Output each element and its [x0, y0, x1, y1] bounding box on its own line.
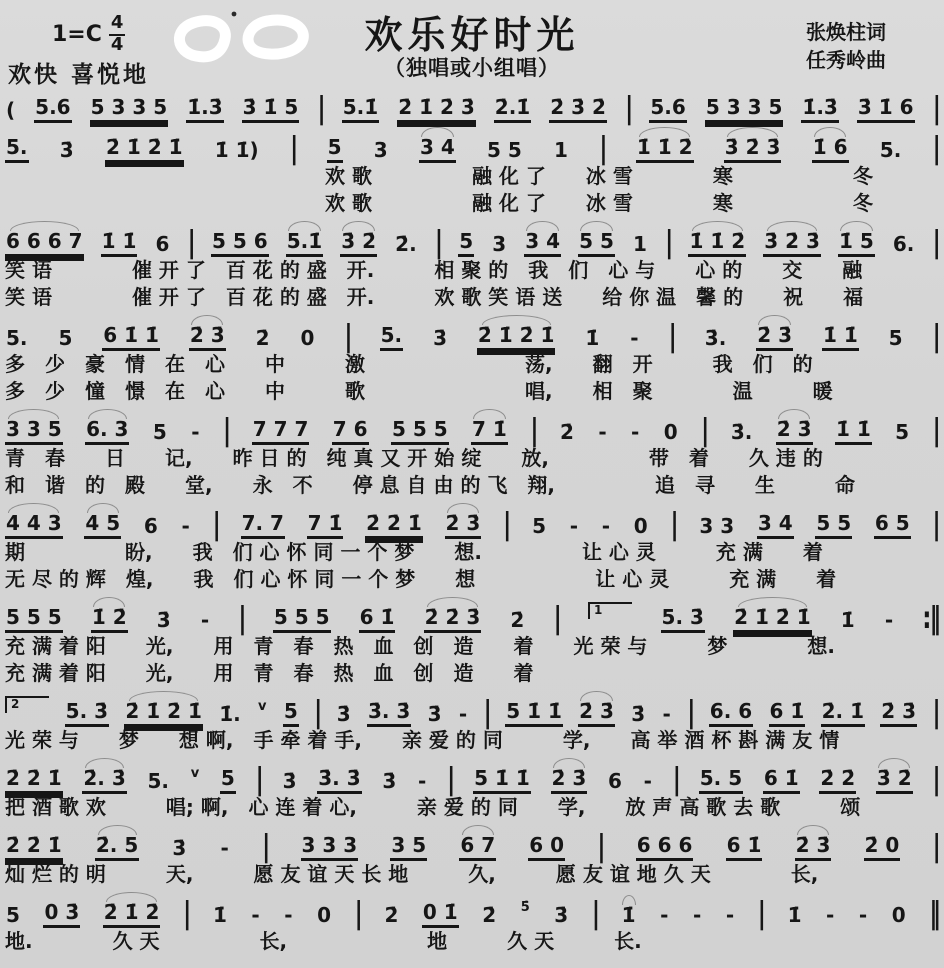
note-group: -	[458, 702, 468, 726]
note-group: 6.	[892, 232, 915, 256]
lyrics-line: 光 荣 与 梦 想 啊, 手 牵 着 手, 亲 爱 的 同 学, 高 举 酒 杯 斟 满 友 情	[5, 728, 840, 752]
note-group: 7 1̇	[471, 419, 508, 445]
note-group: 5 5 5	[5, 607, 63, 633]
notes-line	[5, 318, 939, 354]
barline: |	[434, 225, 442, 260]
music-system	[5, 694, 939, 754]
note-group: 6 1̇	[359, 607, 396, 633]
note-group: 0	[663, 420, 678, 444]
note-group: 1	[554, 138, 568, 162]
note-group: 2̇ 3̇	[795, 835, 832, 861]
barline: |	[701, 413, 708, 448]
note-group: 1̇ 1̇ 2̇	[688, 231, 746, 257]
note-group: 3̇. 3̇	[367, 701, 411, 727]
notes-line	[5, 412, 939, 448]
notes-line	[5, 895, 939, 931]
lyrics-line: 多 少 豪 情 在 心 中 激 荡, 翻 开 我 们 的	[5, 352, 813, 376]
barline: |	[932, 829, 939, 864]
note-group: 0	[633, 514, 648, 538]
note-group: 6 1̇	[726, 835, 763, 861]
note-group: 6 1̇ 1̇	[102, 325, 160, 351]
barline: |	[222, 413, 230, 448]
note-group: 3	[373, 138, 388, 162]
lyrics-line: 无 尽 的 辉 煌, 我 们 心 怀 同 一 个 梦 想 让 心 灵 充 满 着	[5, 567, 837, 591]
song-subtitle: （独唱或小组唱）	[384, 56, 560, 80]
note-group: -	[884, 608, 894, 632]
note-group: 3̇.	[704, 326, 727, 350]
music-system	[5, 318, 939, 405]
note-group: 2̇ 2̇ 1̇	[5, 768, 63, 794]
note-group: 1̇.3̇	[801, 97, 838, 123]
barline: |	[212, 507, 219, 542]
note-group: 2̇. 3̇	[82, 768, 126, 794]
note-group: 5. 3̇	[65, 701, 109, 727]
note-group: 7. 7	[241, 513, 285, 539]
barline: |	[255, 762, 262, 797]
notes-line	[5, 506, 939, 542]
note-group: 5.6	[34, 97, 71, 123]
note-group: -	[418, 769, 427, 793]
note-group: 6. 6	[709, 701, 753, 727]
note-group: 6	[608, 769, 622, 793]
note-group: 5.	[5, 137, 29, 163]
barline: |	[447, 762, 454, 797]
note-group: 3 3	[699, 514, 735, 538]
note-group: 2̇ 1̇ 2̇	[103, 902, 161, 928]
note-group: 1̇	[585, 326, 600, 350]
note-group: 5	[458, 231, 474, 257]
note-group: 7 6	[332, 419, 369, 445]
note-group: 5 5	[486, 138, 522, 162]
note-group: 3 3 3	[301, 835, 359, 861]
barline: |	[553, 601, 560, 636]
note-group: 6 7	[459, 835, 496, 861]
note-group: 5	[283, 701, 299, 727]
barline: |	[238, 601, 245, 636]
note-group: 1̇ 1̇ 2̇	[636, 137, 694, 163]
barline: |	[261, 829, 269, 864]
note-group: 2̇ 2̇ 1̇	[5, 835, 63, 861]
barline: |	[187, 225, 194, 260]
note-group: 3̇ 2̇ 3̇	[724, 137, 782, 163]
note-group: 1	[632, 232, 647, 256]
barline: |	[591, 896, 599, 931]
note-group: 3 4	[419, 137, 456, 163]
note-group: 0 1̇	[422, 902, 459, 928]
note-group: 2̇ 3̇	[776, 419, 813, 445]
barline: |	[599, 131, 606, 166]
note-group: 2̇ 1̇ 2̇ 3̇	[397, 97, 476, 123]
note-group: 3̇	[427, 702, 442, 726]
note-group: 5.	[147, 769, 170, 793]
note-group: 2̇ 1̇ 2̇ 1̇	[477, 325, 556, 351]
note-group: 2̇ 3̇	[756, 325, 793, 351]
note-group: 3̇	[433, 326, 447, 350]
volta-bracket: 2	[5, 696, 49, 713]
note-group: 5.6	[649, 97, 686, 123]
note-group: 5̇	[520, 900, 530, 916]
note-group: 5	[888, 326, 903, 350]
note-group: -	[601, 514, 611, 538]
note-group: 3	[492, 232, 507, 256]
note-group: 1̇	[212, 903, 227, 927]
note-group: 1̇.	[219, 702, 241, 726]
note-group: 2̇ 3̇	[551, 768, 588, 794]
note-group: 2̇ 3̇	[445, 513, 482, 539]
note-group: 2̇ 2̇ 3̇	[424, 607, 482, 633]
barline: |	[483, 695, 490, 730]
barline: |	[932, 91, 939, 126]
barline: |	[597, 829, 604, 864]
music-system	[5, 828, 939, 888]
note-group: 2̇.	[395, 232, 417, 256]
lyrics-line: 欢 歌 融 化 了 冰 雪 寒 冬	[5, 191, 873, 215]
note-group: 1̇ 6	[812, 137, 849, 163]
lyrics-line: 把 酒 歌 欢 唱; 啊, 心 连 着 心, 亲 爱 的 同 学, 放 声 高 歌 去 歌 颂	[5, 795, 861, 819]
note-group: 2̇ 2̇ 1̇	[365, 513, 423, 539]
note-group: 3̇	[554, 903, 569, 927]
note-group: 5 5 6	[211, 231, 269, 257]
note-group: 6 5	[874, 513, 911, 539]
note-group: 0	[300, 326, 315, 350]
barline: |	[932, 695, 939, 730]
barline: |	[289, 131, 297, 166]
music-system	[5, 761, 939, 821]
note-group: 2̇	[510, 608, 525, 632]
note-group: 3 3 5	[5, 419, 63, 445]
note-group: 2̇ 2̇	[819, 768, 856, 794]
music-system	[5, 600, 939, 687]
barline: |	[932, 319, 939, 354]
song-title: 欢乐好时光	[364, 13, 580, 57]
credits	[806, 18, 886, 74]
note-group: 5 1̇ 1̇	[505, 701, 563, 727]
note-group: 5 5	[578, 231, 615, 257]
music-system	[5, 895, 939, 955]
lyrics-line: 期 盼, 我 们 心 怀 同 一 个 梦 想. 让 心 灵 充 满 着	[5, 540, 823, 564]
note-group: 2̇. 1̇	[821, 701, 865, 727]
note-group: 1̇	[840, 608, 855, 632]
note-group: 5 1̇ 1̇	[473, 768, 531, 794]
note-group: 5 5 5	[391, 419, 449, 445]
note-group: 3̇ 2̇	[876, 768, 913, 794]
barline: |	[932, 131, 939, 166]
barline: |	[317, 91, 324, 126]
note-group: -	[692, 903, 702, 927]
note-group: 3̇. 3̇	[317, 768, 361, 794]
note-group: 6 0	[528, 835, 565, 861]
note-group: 3 4	[524, 231, 561, 257]
note-group: 1̇ 2̇	[91, 607, 128, 633]
barline: |	[503, 507, 510, 542]
note-group: 3̇ 2̇ 3̇	[763, 231, 821, 257]
note-group: 5.	[879, 138, 902, 162]
note-group: -	[598, 420, 607, 444]
barline: |	[932, 762, 939, 797]
note-group: 3̇	[156, 608, 171, 632]
key-label: 1=C	[52, 21, 102, 47]
note-group: 1̇ 1̇	[835, 419, 872, 445]
meter-denominator: 4	[110, 33, 124, 55]
note-group: 2̇ 3̇ 2̇	[549, 97, 607, 123]
note-group: 5	[327, 137, 343, 163]
lyrics-line: 充 满 着 阳 光, 用 青 春 热 血 创 造 着 光 荣 与 梦 想.	[5, 634, 836, 658]
notes-line	[5, 600, 939, 636]
note-group: 0 3̇	[43, 902, 80, 928]
note-group: 3̇ 1̇ 6	[857, 97, 915, 123]
note-group: 2̇ 3̇	[880, 701, 917, 727]
note-group: -	[220, 836, 229, 860]
note-group: 2̇ 1̇ 2̇ 1̇	[124, 701, 203, 727]
note-group: -	[191, 420, 200, 444]
meter-numerator: 4	[109, 14, 126, 36]
note-group: 3̇	[282, 769, 297, 793]
note-group: 2̇ 1̇ 2̇ 1̇	[105, 137, 184, 163]
barline: ‖	[929, 896, 939, 931]
note-group: 5 5	[815, 513, 852, 539]
note-group: 2̇	[482, 903, 497, 927]
note-group: 7 7 7	[252, 419, 310, 445]
note-group: 3 4	[757, 513, 794, 539]
barline: |	[530, 413, 537, 448]
note-group: 4 4 3	[5, 513, 63, 539]
note-group: 6 1̇	[763, 768, 800, 794]
note-group: 6 6 6	[636, 835, 694, 861]
note-group: 3̇ 1̇ 5	[242, 97, 300, 123]
note-group: 1̇.3̇	[186, 97, 223, 123]
note-group: 2̇ 0	[864, 835, 901, 861]
barline: |	[932, 225, 939, 260]
note-group: 1̇	[621, 903, 636, 927]
note-group: 1̇ 1̇	[101, 231, 138, 257]
note-group: 5 3 3 5	[705, 97, 784, 123]
note-group: 5	[58, 326, 73, 350]
score-header	[0, 0, 944, 90]
note-group: 5	[532, 514, 547, 538]
note-group: 7 1̇	[307, 513, 344, 539]
note-group: 3̇.	[730, 420, 753, 444]
note-group: -	[660, 903, 669, 927]
notes-line	[5, 90, 939, 126]
note-group: 5	[895, 420, 910, 444]
barline: |	[668, 319, 675, 354]
note-group: 2̇ 3̇	[189, 325, 226, 351]
note-group: 4 5	[84, 513, 121, 539]
lyrics-line: 地. 久 天 长, 地 久 天 长.	[5, 929, 642, 953]
lyrics-line: 笑 语 催 开 了 百 花 的 盛 开. 欢 歌 笑 语 送 给 你 温 馨 的 祝 福	[5, 285, 864, 309]
barline: |	[932, 413, 939, 448]
note-group: 1̇ 1̇	[822, 325, 859, 351]
note-group: v	[190, 766, 200, 782]
note-group: 5. 3̇	[661, 607, 705, 633]
lyrics-line: 笑 语 催 开 了 百 花 的 盛 开. 相 聚 的 我 们 心 与 心 的 交 融	[5, 258, 863, 282]
music-system	[5, 412, 939, 499]
note-group: 2̇.1̇	[494, 97, 531, 123]
note-group: 2̇	[255, 326, 270, 350]
lyrics-line: 和 谐 的 殿 堂, 永 不 停 息 自 由 的 飞 翔, 追 寻 生 命	[5, 473, 856, 497]
barline: |	[624, 91, 632, 126]
note-group: 5.1̇	[342, 97, 379, 123]
composer-credit: 任秀岭曲	[806, 48, 886, 72]
music-system	[5, 224, 939, 311]
notes-line	[5, 224, 939, 260]
lyrics-line: 欢 歌 融 化 了 冰 雪 寒 冬	[5, 164, 873, 188]
note-group: 3̇	[59, 138, 74, 162]
note-group: 6	[155, 232, 170, 256]
note-group: 3̇	[336, 702, 351, 726]
note-group: 5 5 5	[273, 607, 331, 633]
barline: |	[757, 896, 765, 931]
note-group: 3̇ 2̇	[340, 231, 377, 257]
note-group: -	[643, 769, 652, 793]
note-group: 5	[6, 903, 20, 927]
note-group: 2̇	[384, 903, 399, 927]
note-group: 5.	[6, 326, 28, 350]
note-group: 2̇. 5	[95, 835, 139, 861]
note-group: 3̇	[172, 836, 187, 860]
barline: |	[687, 695, 694, 730]
barline: |	[344, 319, 351, 354]
note-group: 3 5	[390, 835, 427, 861]
note-group: 3̇	[382, 769, 397, 793]
notes-line	[5, 130, 939, 166]
note-group: 6	[143, 514, 158, 538]
barline: |	[932, 507, 939, 542]
lyrics-line: 灿 烂 的 明 天, 愿 友 谊 天 长 地 久, 愿 友 谊 地 久 天 长,	[5, 862, 819, 886]
music-system	[5, 506, 939, 593]
note-group: -	[662, 702, 671, 726]
barline: |	[354, 896, 361, 931]
note-group: 3̇	[631, 702, 646, 726]
lyricist-credit: 张焕柱词	[806, 20, 886, 44]
note-group: 0	[891, 903, 906, 927]
note-group: 5 3 3 5	[90, 97, 169, 123]
note-group: -	[569, 514, 579, 538]
note-group: 2̇ 3̇	[578, 701, 615, 727]
note-group: 2̇	[560, 420, 574, 444]
tempo-marking: 欢快 喜悦地	[8, 62, 150, 88]
note-group: 5.	[380, 325, 404, 351]
lyrics-line: 多 少 憧 憬 在 心 中 歌 唱, 相 聚 温 暖	[5, 379, 833, 403]
note-group: 1̇ 1̇)	[214, 138, 259, 162]
volta-bracket: 1	[588, 602, 632, 619]
note-group: 2̇ 1̇ 2̇ 1̇	[733, 607, 812, 633]
note-group: 6 1̇	[769, 701, 806, 727]
note-group: 5	[152, 420, 167, 444]
note-group: 5.1̇	[286, 231, 323, 257]
music-system	[5, 130, 939, 217]
lyrics-line: 充 满 着 阳 光, 用 青 春 热 血 创 造 着	[5, 661, 534, 685]
note-group: -	[181, 514, 190, 538]
barline: |	[670, 507, 677, 542]
note-group: -	[826, 903, 835, 927]
barline: :‖	[922, 601, 939, 636]
barline: |	[314, 695, 321, 730]
score	[5, 90, 939, 964]
notes-line	[5, 828, 939, 864]
note-group: 6 6 6 7	[5, 231, 84, 257]
note-group: 0	[317, 903, 331, 927]
note-group: -	[631, 420, 640, 444]
note-group: 5	[220, 768, 236, 794]
note-group: -	[251, 903, 260, 927]
note-group: 1̇	[787, 903, 802, 927]
note-group: v	[258, 699, 267, 715]
note-group: -	[630, 326, 639, 350]
note-group: 5. 5	[699, 768, 743, 794]
note-group: 6. 3	[85, 419, 129, 445]
note-group: -	[858, 903, 868, 927]
note-group: -	[200, 608, 210, 632]
lyrics-line: 青 春 日 记, 昨 日 的 纯 真 又 开 始 绽 放, 带 着 久 违 的	[5, 446, 823, 470]
music-system	[5, 90, 939, 126]
barline: |	[183, 896, 190, 931]
note-group: -	[725, 903, 735, 927]
note-group: (	[6, 98, 16, 122]
notes-line	[5, 761, 939, 797]
note-group: 1̇ 5	[838, 231, 875, 257]
note-group: -	[284, 903, 293, 927]
notes-line	[5, 694, 939, 730]
barline: |	[672, 762, 680, 797]
barline: |	[664, 225, 672, 260]
